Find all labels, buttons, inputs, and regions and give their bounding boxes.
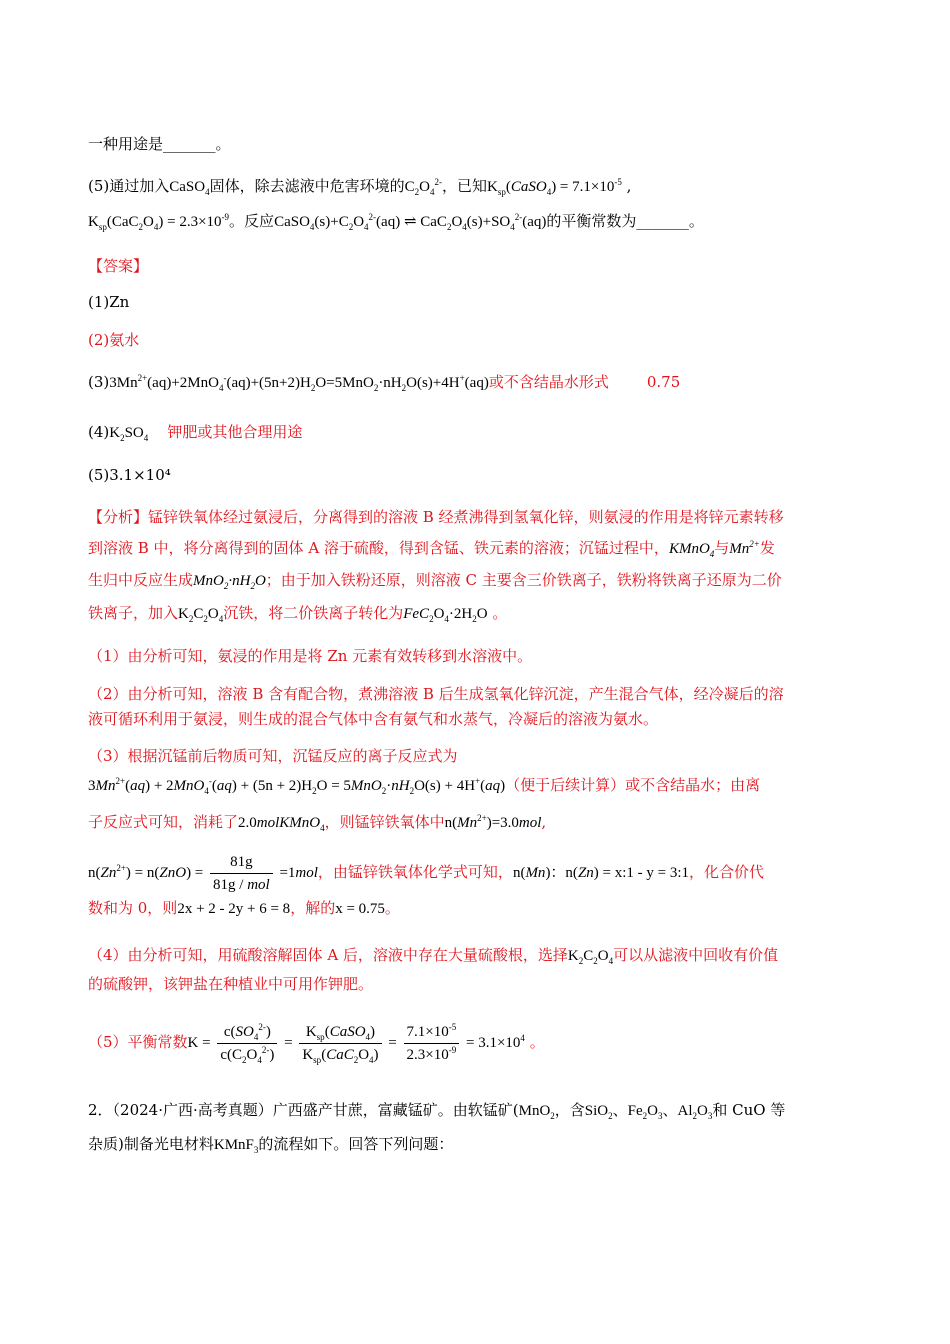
- analysis-part3-line3: 子反应式可知，消耗了2.0molKMnO$_4$，则锰锌铁氧体中$n(Mn^{2+})=3.0mol$,: [88, 813, 547, 833]
- answer-2: (2)氨水: [88, 331, 140, 349]
- question-5-line1: (5)通过加入CaSO$_4$固体，除去滤液中危害环境的$C_2O_4^{2-}$，已知$K_{sp}(CaSO_4) = 7.1\times 10^{-5}$ ,: [88, 177, 632, 197]
- analysis-part3-line1: （3）根据沉锰前后物质可知，沉锰反应的离子反应式为: [88, 747, 458, 765]
- analysis-part2-line1: （2）由分析可知，溶液 B 含有配合物，煮沸溶液 B 后生成氢氧化锌沉淀，产生混合气体，经冷凝后的溶: [88, 685, 784, 703]
- answer-4: $(4)K_2SO_4$ 钾肥或其他合理用途: [88, 423, 303, 443]
- question-2-line1: 2．（2024·广西·高考真题）广西盛产甘蔗，富藏锰矿。由软锰矿(MnO$_2$，含SiO$_2$、$Fe_2O_3$、$Al_2O_3$和 CuO 等: [88, 1101, 786, 1121]
- analysis-line1: 【分析】锰锌铁氧体经过氨浸后，分离得到的溶液 B 经煮沸得到氢氧化锌，则氨浸的作用是将锌元素转移: [88, 508, 784, 526]
- answer-5: (5)3.1×10⁴: [88, 466, 171, 484]
- answer-header: 【答案】: [88, 257, 149, 275]
- answer-3: $(3)3Mn^{2+}(aq)+2MnO_4^-(aq)+(5n+2)H_2O=5MnO_2\cdot nH_2O(s)+4H^+(aq)$或不含结晶水形式 0.75: [88, 373, 681, 393]
- analysis-part3-line4: $n(Zn^{2+}) = n(ZnO)$ = $\frac{81g}{\text{81g / mol}}$ =1mol，由锰锌铁氧体化学式可知，n(Mn)：n(Zn) = x:1 - y = 3:1，化合价代: [88, 854, 765, 893]
- question-5-line2: $K_{sp}(CaC_2O_4) = 2.3\times 10^{-9}$。反应$CaSO_4(s)+C_2O_4^{2-}(aq)$ ⇌ $CaC_2O_4(s)+SO_4^{2-}(aq)$的平衡常数为_______。: [88, 212, 704, 232]
- analysis-part3-line5: 数和为 0，则2x + 2 - 2y + 6 = 8，解的x = 0.75。: [88, 899, 400, 917]
- analysis-line4: 铁离子，加入$K_2C_2O_4$沉铁，将二价铁离子转化为$FeC_2O_4\cdot 2H_2O$ 。: [88, 604, 508, 624]
- analysis-part4-line1: （4）由分析可知，用硫酸溶解固体 A 后，溶液中存在大量硫酸根，选择$K_2C_2O_4$可以从滤液中回收有价值: [88, 946, 779, 966]
- analysis-part3-line2: $3Mn^{2+}(aq) + 2MnO_4^-(aq) + (5n + 2)H_2O = 5MnO_2\cdot nH_2O(s) + 4H^+(aq)$（便于后续计算）或不含结晶水；由离: [88, 776, 761, 796]
- answer-1: (1)Zn: [88, 293, 130, 311]
- question-2-line2: 杂质)制备光电材料KMnF$_3$的流程如下。回答下列问题：: [88, 1135, 454, 1155]
- analysis-line2: 到溶液 B 中，将分离得到的固体 A 溶于硫酸，得到含锰、铁元素的溶液；沉锰过程中，KMnO$_4$与$Mn^{2+}$发: [88, 539, 775, 559]
- analysis-part1: （1）由分析可知，氨浸的作用是将 Zn 元素有效转移到水溶液中。: [88, 647, 533, 665]
- analysis-part4-line2: 的硫酸钾，该钾盐在种植业中可用作钾肥。: [88, 975, 374, 993]
- analysis-line3: 生归中反应生成$MnO_2\cdot nH_2O$；由于加入铁粉还原，则溶液 C 主要含三价铁离子，铁粉将铁离子还原为二价: [88, 571, 782, 591]
- analysis-part2-line2: 液可循环利用于氨浸，则生成的混合气体中含有氨气和水蒸气，冷凝后的溶液为氨水。: [88, 710, 659, 728]
- question-line-use: 一种用途是_______。: [88, 135, 231, 153]
- analysis-part5: （5）平衡常数K = $\frac{c(SO_4^{2-})}{c(C_2O_4^{2-})}$ = $\frac{K_{sp}(CaSO_4)}{K_{sp}(CaC_2O_4)}$ = $\frac{7.1\times 10^{-5}}{2.3\times 10^{-9}}$ = $3.1\times 10^4$ 。: [88, 1022, 545, 1065]
